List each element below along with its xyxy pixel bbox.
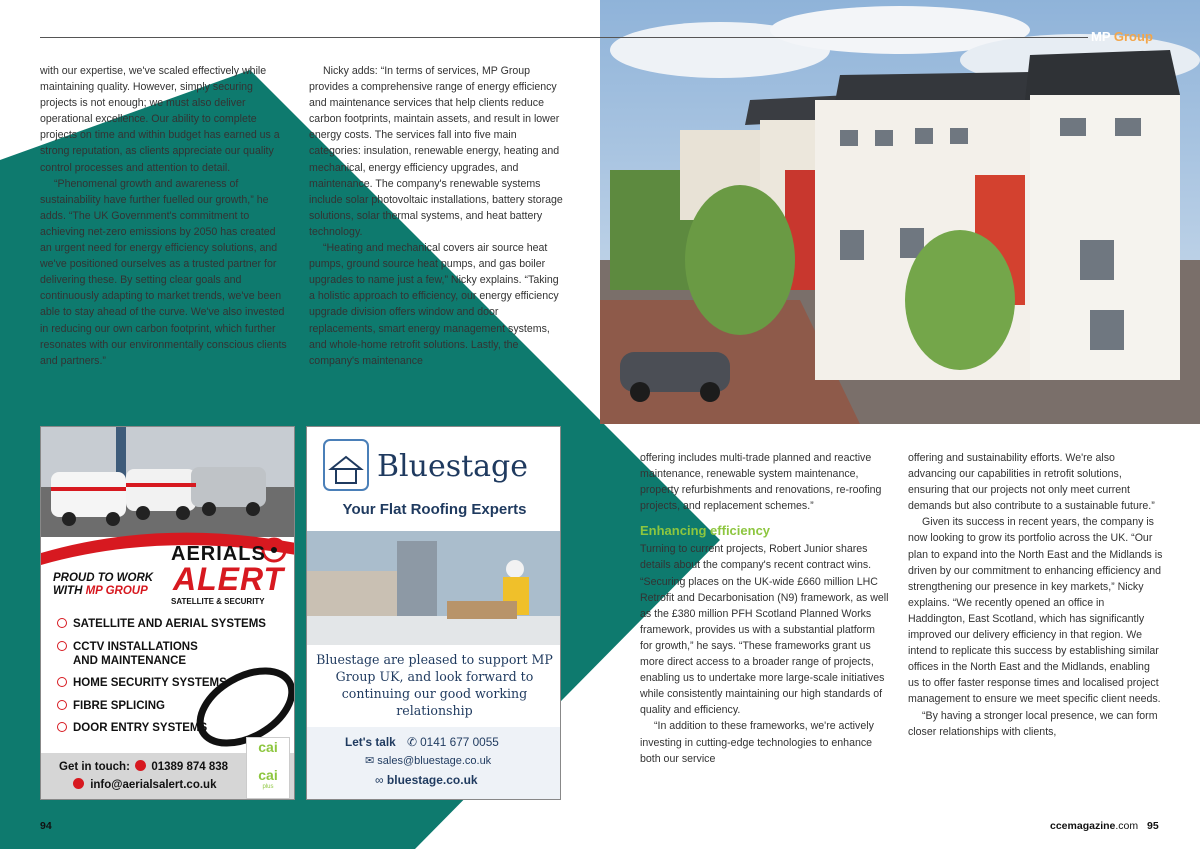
site-url-tld: .com bbox=[1115, 820, 1139, 832]
paragraph: “Heating and mechanical covers air source heat pumps, ground source heat pumps, and gas boiler upgrades to name just a few,” Nicky explains. “Taking a holistic approach to efficiency, our energy efficiency upgrade division offers window and door replacements, smart energy management systems, and whole-home retrofit solutions. Lastly, the company's maintenance bbox=[309, 242, 559, 367]
paragraph: with our expertise, we've scaled effectively while maintaining quality. However, simply securing projects is not enough; we must also deliver operational excellence. Our ability to complete projects on time and within budget has earned us a strong reputation, as clients appreciate our quality control processes and attention to detail. bbox=[40, 65, 280, 174]
article-column-2 bbox=[309, 63, 564, 369]
bullet-icon bbox=[57, 700, 67, 710]
paragraph: Given its success in recent years, the company is now looking to grow its portfolio across the UK. “Our plan to expand into the North East and the Midlands is driven by our commitment to enhancing efficiency and strengthening our presence in key markets,” Nicky explains. “We recently opened an office in Haddington, East Scotland, which has significantly improved our delivery efficiency in that region. We intend to replicate this success by establishing similar offices in the North East and the Midlands, enabling us to offer faster response times and localised project management to ensure we meet specific client needs. bbox=[908, 516, 1163, 706]
paragraph: offering and sustainability efforts. We're also advancing our capabilities in retrofit solutions, ensuring that our projects not only meet current demands but also contribute to a sustainable future.” bbox=[908, 452, 1155, 513]
page-number-right: 95 bbox=[1147, 820, 1159, 832]
bluestage-email[interactable]: sales@bluestage.co.uk bbox=[377, 755, 492, 767]
service-label: DOOR ENTRY SYSTEMS bbox=[73, 722, 208, 734]
bluestage-phone-line bbox=[345, 735, 499, 749]
bluestage-phone[interactable]: 0141 677 0055 bbox=[420, 735, 499, 749]
phone-icon bbox=[135, 760, 146, 771]
aerials-logo-line2: ALERT bbox=[173, 561, 285, 597]
service-label: HOME SECURITY SYSTEMS bbox=[73, 677, 227, 689]
aerials-logo-tagline: SATELLITE & SECURITY bbox=[171, 597, 265, 606]
list-item bbox=[57, 640, 292, 668]
section-heading: Enhancing efficiency bbox=[640, 523, 771, 539]
bluestage-name: Bluestage bbox=[377, 449, 529, 484]
bluestage-tagline: Your Flat Roofing Experts bbox=[342, 501, 527, 518]
paragraph: Turning to current projects, Robert Junior shares details about the company's recent contract wins. “Securing places on the UK-wide £660 million LHC Retrofit and Decarbonisation (N9) framework, as well as the £380 million PFH Scotland Planned Works framework, provides us with a substantial platform for growth,” he says. “These frameworks grant us more direct access to a broader range of projects, enabling us to undertake more large-scale initiatives while consistently maintaining our high standards of quality and efficiency. bbox=[640, 543, 889, 717]
service-label: FIBRE SPLICING bbox=[73, 699, 166, 712]
bluestage-advert[interactable] bbox=[306, 426, 561, 800]
cai-badge: cai bbox=[258, 739, 278, 755]
paragraph: “By having a stronger local presence, we can form closer relationships with clients, bbox=[908, 709, 1158, 738]
lets-talk-label: Let's talk bbox=[345, 735, 396, 749]
get-in-touch-label: Get in touch: bbox=[59, 761, 130, 773]
site-url-bold: ccemagazine bbox=[1050, 820, 1116, 832]
envelope-icon: ✉ bbox=[365, 755, 375, 767]
bluestage-email-line bbox=[365, 754, 491, 767]
site-url[interactable] bbox=[1050, 820, 1138, 832]
header-rule bbox=[40, 37, 1088, 38]
bluestage-house-logo-icon bbox=[323, 439, 369, 491]
proud-line2 bbox=[53, 585, 153, 598]
paragraph: “Phenomenal growth and awareness of sustainability have further fuelled our growth,” he adds. “The UK Government's commitment to achieving net-zero emissions by 2050 has created an urgent need for energy efficiency solutions, and we've positioned ourselves as a trusted partner for delivering these. By setting clear goals and continuously adapting to market trends, we've been able to stay ahead of the curve. We've also invested in reducing our own carbon footprint, which further resonates with our environmentally conscious clients and partners.” bbox=[40, 177, 287, 367]
brand-group: Group bbox=[1113, 29, 1153, 44]
roofer-photo bbox=[307, 531, 561, 645]
service-label: CCTV INSTALLATIONS AND MAINTENANCE bbox=[73, 640, 198, 667]
bullet-icon bbox=[57, 641, 67, 651]
phone-line bbox=[59, 760, 228, 773]
phone-number[interactable]: 01389 874 838 bbox=[151, 761, 229, 773]
aerials-logo-line1: AERIALS bbox=[171, 543, 266, 565]
list-item bbox=[57, 721, 292, 735]
article-column-3 bbox=[640, 450, 890, 767]
phone-icon: ✆ bbox=[406, 735, 417, 749]
list-item bbox=[57, 617, 292, 631]
header-photo-apartments bbox=[600, 0, 1200, 424]
cai-plus-sub: plus bbox=[262, 784, 274, 790]
aerials-alert-advert[interactable] bbox=[40, 426, 295, 800]
article-column-1 bbox=[40, 63, 290, 369]
article-column-4 bbox=[908, 450, 1163, 740]
cai-plus-badge: cai bbox=[258, 767, 278, 783]
brand-main: MP bbox=[1091, 29, 1111, 44]
email-icon bbox=[73, 778, 84, 789]
services-list bbox=[57, 617, 292, 744]
bluestage-message: Bluestage are pleased to support MP Group UK, and look forward to continuing our good working relationship bbox=[316, 652, 553, 718]
bullet-icon bbox=[57, 722, 67, 732]
paragraph: “In addition to these frameworks, we're actively investing in cutting-edge technologies to enhance both our service bbox=[640, 720, 874, 765]
proud-line1: PROUD TO WORK bbox=[53, 572, 154, 584]
page-number-left: 94 bbox=[40, 820, 52, 832]
vans-photo bbox=[41, 427, 295, 537]
service-label: SATELLITE AND AERIAL SYSTEMS bbox=[73, 618, 266, 630]
email-address[interactable]: info@aerialsalert.co.uk bbox=[90, 779, 217, 791]
list-item bbox=[57, 676, 292, 690]
proud-with: WITH bbox=[53, 585, 83, 597]
link-icon: ∞ bbox=[375, 773, 384, 787]
brand-logo bbox=[1091, 29, 1153, 44]
bluestage-website[interactable]: bluestage.co.uk bbox=[386, 773, 478, 787]
proud-brand: MP GROUP bbox=[85, 585, 148, 597]
paragraph: offering includes multi-trade planned and reactive maintenance, renewable system maintenance, property refurbishments and renovations, re-roofing projects, and replacement schemes.” bbox=[640, 452, 882, 513]
bluestage-web-line bbox=[375, 773, 478, 787]
cai-certification-badges bbox=[246, 737, 290, 799]
paragraph: Nicky adds: “In terms of services, MP Group provides a comprehensive range of energy efficiency and maintenance services that help clients reduce carbon footprints, maintain assets, and result in lower energy costs. The services fall into five main categories: insulation, renewable energy, heating and mechanical, energy efficiency upgrades, and maintenance. The company's renewable systems include solar photovoltaic installations, battery storage solutions, solar thermal systems, and heat battery technology. bbox=[309, 65, 563, 238]
email-line bbox=[73, 778, 216, 791]
bullet-icon bbox=[57, 618, 67, 628]
list-item bbox=[57, 699, 292, 713]
bullet-icon bbox=[57, 677, 67, 687]
proud-to-work-text bbox=[53, 572, 153, 598]
